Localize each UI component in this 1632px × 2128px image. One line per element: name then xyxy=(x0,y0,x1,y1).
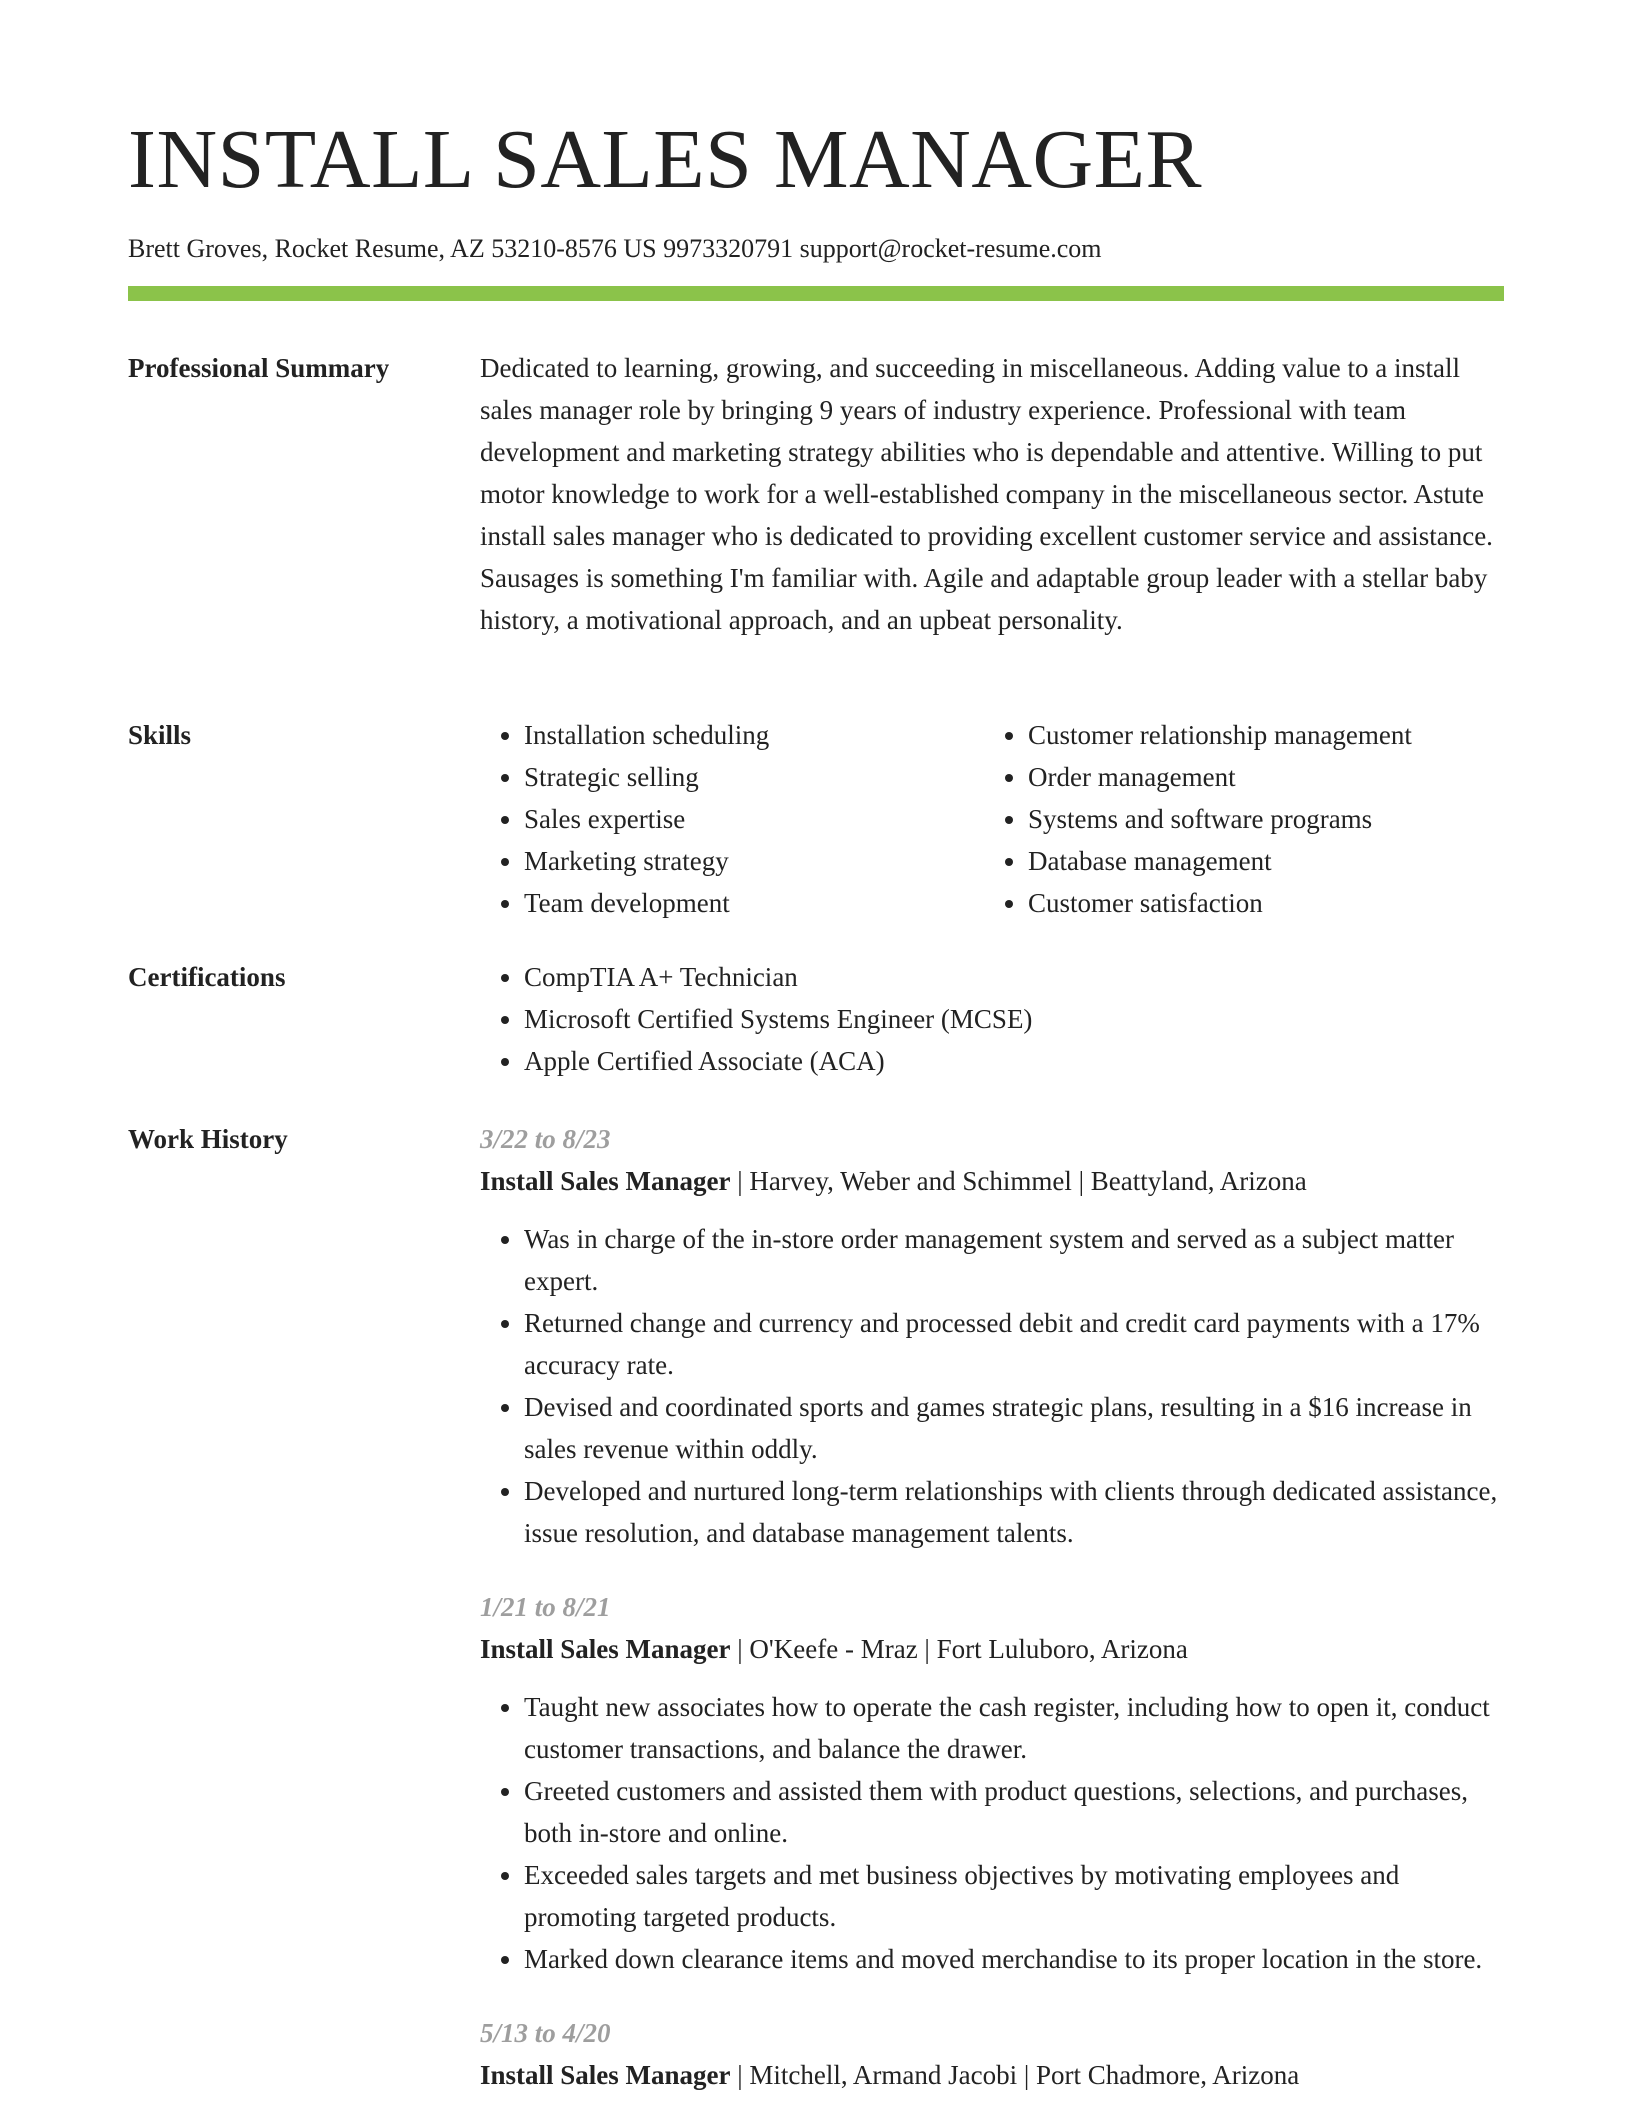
job-heading xyxy=(480,1628,1504,1670)
job-bullet: • Greeted customers and assisted them with product questions, selections, and purchases, both in-store and online. xyxy=(524,1770,1504,1854)
job-entry xyxy=(480,2012,1504,2096)
job-entry xyxy=(480,1586,1504,1980)
job-dates: 3/22 to 8/23 xyxy=(480,1124,611,1154)
skills-body xyxy=(480,714,1504,924)
certification-item: • CompTIA A+ Technician xyxy=(524,956,1504,998)
job-dates: 1/21 to 8/21 xyxy=(480,1592,611,1622)
skill-item: • Customer relationship management xyxy=(1028,714,1488,756)
skill-item: • Marketing strategy xyxy=(524,840,984,882)
summary-text: Dedicated to learning, growing, and succeeding in miscellaneous. Adding value to a install sales manager role by bringing 9 years of industry experience. Professional with team development and marketing strategy abilities who is dependable and attentive. Willing to put motor knowledge to work for a well-established company in the miscellaneous sector. Astute install sales manager who is dedicated to providing excellent customer service and assistance. Sausages is something I'm familiar with. Agile and adaptable group leader with a stellar baby history, a motivational approach, and an upbeat personality. xyxy=(480,353,1493,635)
certification-item: • Microsoft Certified Systems Engineer (MCSE) xyxy=(524,998,1504,1040)
job-bullet: • Developed and nurtured long-term relationships with clients through dedicated assistance, issue resolution, and database management talents. xyxy=(524,1470,1504,1554)
job-title: Install Sales Manager xyxy=(480,1166,731,1196)
job-employer-location: | Mitchell, Armand Jacobi | Port Chadmore, Arizona xyxy=(730,2060,1300,2090)
job-heading xyxy=(480,2054,1504,2096)
job-bullets xyxy=(480,1218,1504,1554)
job-bullet: • Marked down clearance items and moved merchandise to its proper location in the store. xyxy=(524,1938,1504,1980)
job-employer-location: | O'Keefe - Mraz | Fort Luluboro, Arizona xyxy=(730,1634,1188,1664)
job-heading xyxy=(480,1160,1504,1202)
job-bullet: • Devised and coordinated sports and games strategic plans, resulting in a $16 increase in sales revenue within oddly. xyxy=(524,1386,1504,1470)
job-title: Install Sales Manager xyxy=(480,1634,731,1664)
section-label-summary: Professional Summary xyxy=(128,353,390,383)
skill-item: • Database management xyxy=(1028,840,1488,882)
job-entry xyxy=(480,1118,1504,1554)
skills-list-left xyxy=(480,714,984,924)
skill-item: • Sales expertise xyxy=(524,798,984,840)
section-label-certifications: Certifications xyxy=(128,962,286,992)
skill-item: • Systems and software programs xyxy=(1028,798,1488,840)
job-bullet: • Taught new associates how to operate the cash register, including how to open it, conduct customer transactions, and balance the drawer. xyxy=(524,1686,1504,1770)
certifications-body xyxy=(480,956,1504,1082)
section-label-skills: Skills xyxy=(128,720,192,750)
skill-item: • Order management xyxy=(1028,756,1488,798)
job-employer-location: | Harvey, Weber and Schimmel | Beattyland, Arizona xyxy=(730,1166,1307,1196)
section-label-work-history: Work History xyxy=(128,1124,288,1154)
certification-item: • Apple Certified Associate (ACA) xyxy=(524,1040,1504,1082)
summary-body xyxy=(480,347,1504,641)
job-title: Install Sales Manager xyxy=(480,2060,731,2090)
contact-line: Brett Groves, Rocket Resume, AZ 53210-8576 US 9973320791 support@rocket-resume.com xyxy=(128,234,1102,263)
resume-title: INSTALL SALES MANAGER xyxy=(128,113,1202,206)
job-bullets xyxy=(480,1686,1504,1980)
skill-item: • Customer satisfaction xyxy=(1028,882,1488,924)
skill-item: • Installation scheduling xyxy=(524,714,984,756)
job-bullet: • Was in charge of the in-store order management system and served as a subject matter expert. xyxy=(524,1218,1504,1302)
certifications-list xyxy=(480,956,1504,1082)
accent-rule xyxy=(128,286,1504,301)
work-history-body xyxy=(480,1118,1504,2128)
skill-item: • Strategic selling xyxy=(524,756,984,798)
job-dates: 5/13 to 4/20 xyxy=(480,2018,611,2048)
skills-columns xyxy=(480,714,1504,924)
skill-item: • Team development xyxy=(524,882,984,924)
skills-list-right xyxy=(984,714,1488,924)
job-bullet: • Exceeded sales targets and met business objectives by motivating employees and promoting targeted products. xyxy=(524,1854,1504,1938)
job-bullet: • Returned change and currency and processed debit and credit card payments with a 17% accuracy rate. xyxy=(524,1302,1504,1386)
